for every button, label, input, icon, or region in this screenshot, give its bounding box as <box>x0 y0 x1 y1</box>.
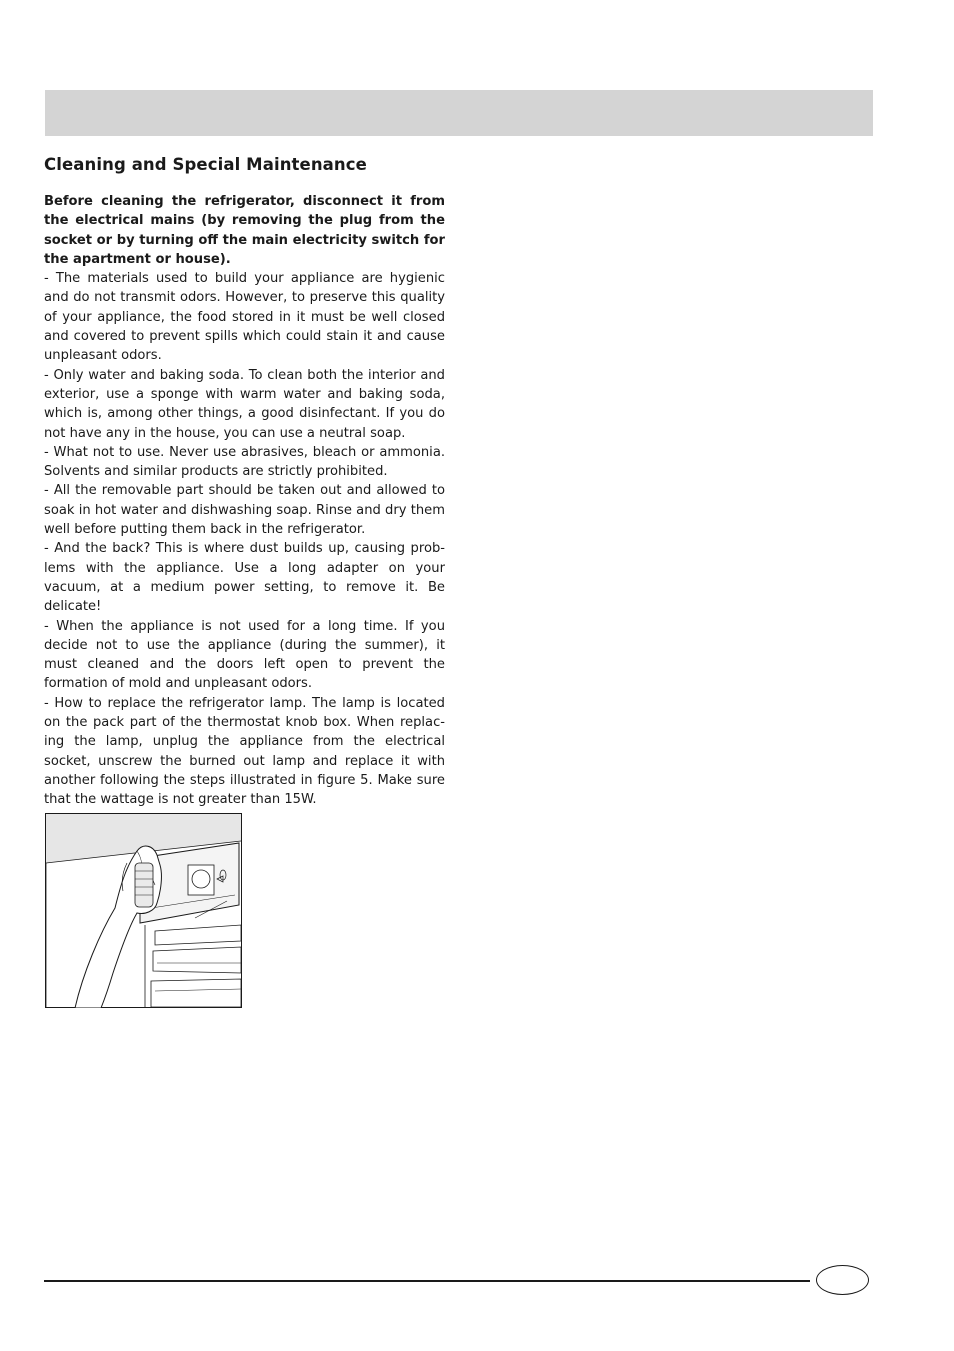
footer-rule <box>44 1280 810 1282</box>
page-number-oval <box>816 1265 869 1295</box>
warning-paragraph: Before cleaning the refrigerator, disconnect it from the electrical mains (by removing the plug from the socket or by turning off the main electricity switch for the apartment or house). <box>44 194 445 267</box>
paragraph-removable-parts: - All the removable part should be taken out and allowed to soak in hot water and dishwashing soap. Rinse and dry them well before putting them back in the refrigerator. <box>44 483 445 538</box>
section-title: Cleaning and Special Maintenance <box>44 155 367 174</box>
paragraph-long-time: - When the appliance is not used for a long time. If you decide not to use the appliance (during the summer), it must cleaned and the doors left open to prevent the formation of mold and unpleasant odors. <box>44 618 445 692</box>
paragraph-materials: - The materials used to build your appliance are hygienic and do not transmit odors. However, to preserve this quality of your appliance, the food stored in it must be well closed and covered to prevent spills which could stain it and cause unpleasant odors. <box>44 271 445 364</box>
lamp-replacement-illustration <box>45 813 242 1008</box>
paragraph-what-not-to-use: - What not to use. Never use abrasives, bleach or ammonia. Solvents and similar products are strictly prohibited. <box>44 444 445 480</box>
paragraph-back: - And the back? This is where dust builds up, causing prob-lems with the appliance. Use a long adapter on your vacuum, at a medium power setting, to remove it. Be delicate! <box>44 541 445 615</box>
body-text <box>44 192 445 810</box>
header-band <box>45 90 873 136</box>
paragraph-lamp: - How to replace the refrigerator lamp. The lamp is located on the pack part of the thermostat knob box. When replac-ing the lamp, unplug the appliance from the electrical socket, unscrew the burned out lamp and replace it with another following the steps illustrated in figure 5. Make sure that the wattage is not greater than 15W. <box>44 695 445 808</box>
paragraph-water-soda: - Only water and baking soda. To clean both the interior and exterior, use a sponge with warm water and baking soda, which is, among other things, a good disinfectant. If you do not have any in the house, you can use a neutral soap. <box>44 367 445 441</box>
